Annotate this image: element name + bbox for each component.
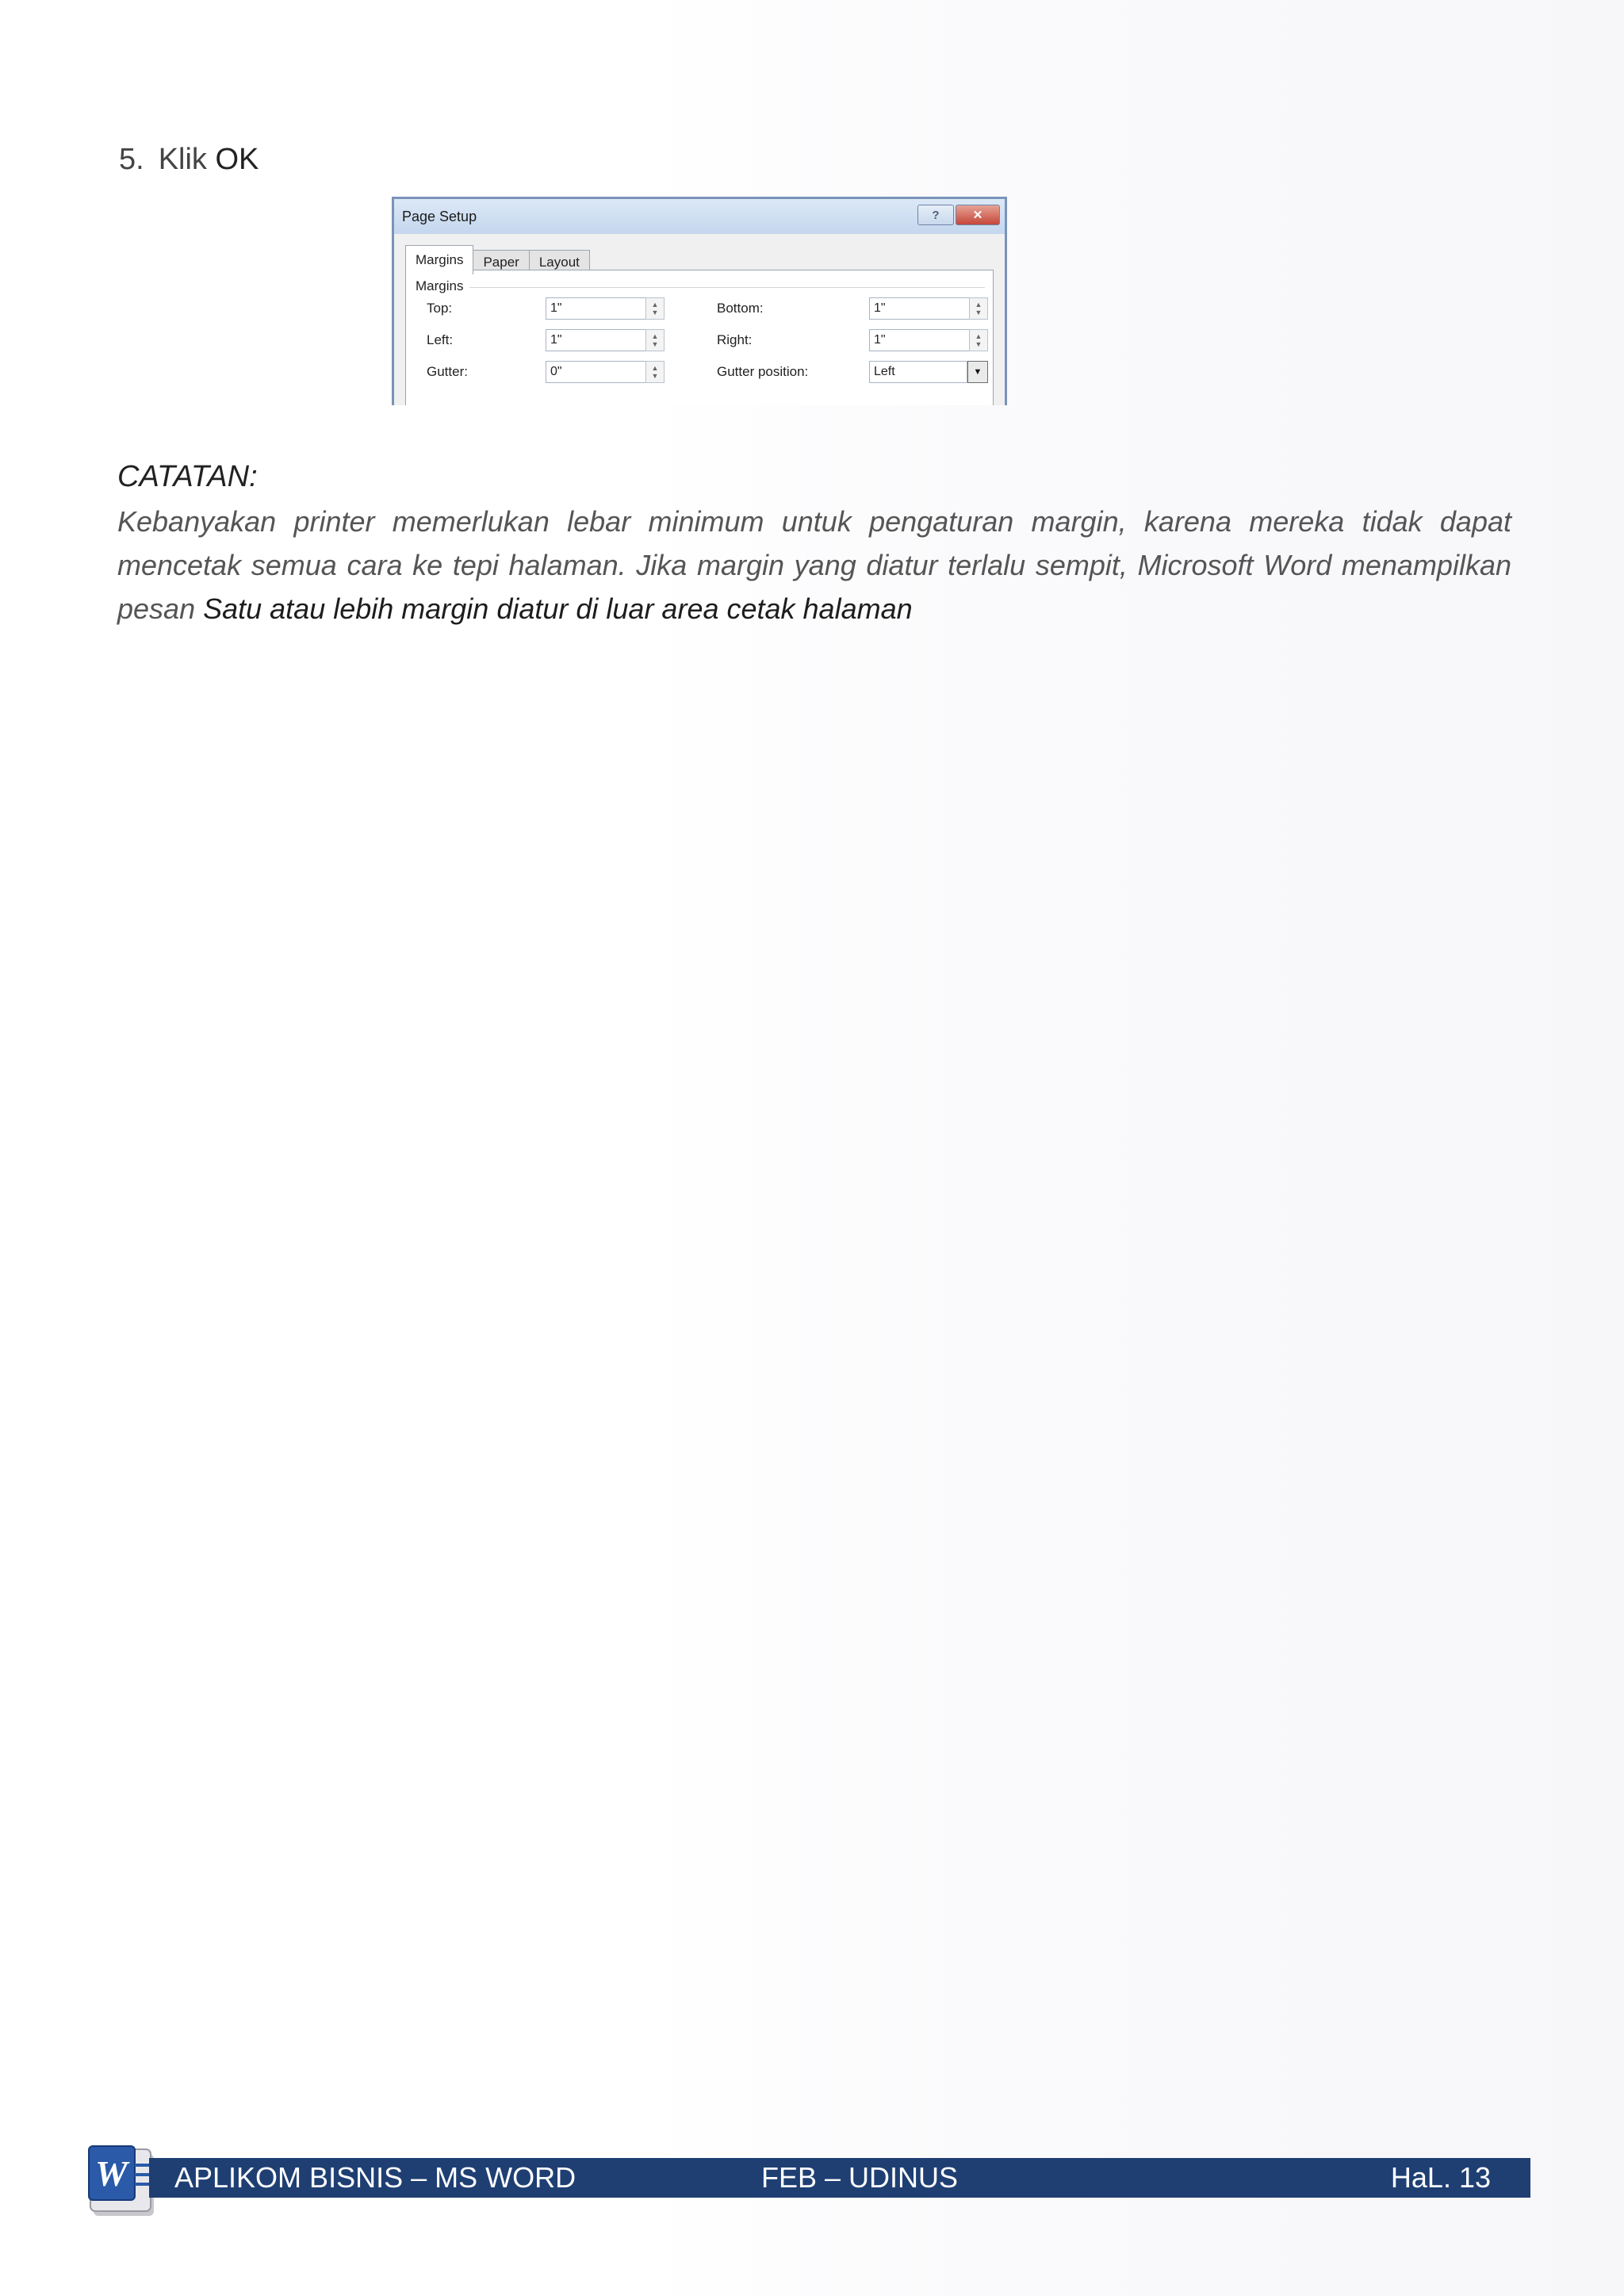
footer-institution: FEB – UDINUS bbox=[761, 2161, 959, 2194]
margins-panel bbox=[405, 270, 994, 405]
step-text: Klik bbox=[158, 143, 207, 176]
step-5 bbox=[119, 143, 259, 177]
bottom-margin-input[interactable]: 1" bbox=[869, 297, 988, 320]
spin-down-icon: ▼ bbox=[975, 309, 982, 316]
spin-down-icon: ▼ bbox=[651, 340, 659, 348]
spin-up-icon: ▲ bbox=[975, 301, 982, 309]
spin-up-icon: ▲ bbox=[975, 332, 982, 340]
page-setup-dialog-screenshot bbox=[392, 197, 1007, 405]
dialog-title: Page Setup bbox=[402, 208, 477, 224]
bottom-label: Bottom: bbox=[717, 301, 764, 316]
help-button[interactable]: ? bbox=[917, 205, 954, 225]
right-margin-input[interactable]: 1" bbox=[869, 329, 988, 351]
tab-layout[interactable]: Layout bbox=[529, 250, 590, 274]
spin-down-icon: ▼ bbox=[651, 309, 659, 316]
footer-page-number: HaL. 13 bbox=[1390, 2161, 1491, 2194]
note-text: Kebanyakan printer memerlukan lebar minimum untuk pengaturan margin, karena mereka tidak dapat mencetak semua cara ke tepi halaman. Jika margin yang diatur terlalu sempit, Microsoft Word menampilkan pesan bbox=[117, 505, 1511, 625]
margins-group-label: Margins bbox=[416, 278, 464, 293]
spin-up-icon: ▲ bbox=[651, 301, 659, 309]
gutter-spinner[interactable] bbox=[645, 361, 665, 383]
chevron-down-icon[interactable]: ▼ bbox=[967, 361, 988, 383]
spin-up-icon: ▲ bbox=[651, 364, 659, 372]
top-spinner[interactable] bbox=[645, 297, 665, 320]
left-label: Left: bbox=[427, 332, 454, 347]
top-margin-input[interactable]: 1" bbox=[546, 297, 665, 320]
step-ok-label: OK bbox=[215, 143, 259, 176]
svg-text:W: W bbox=[95, 2153, 128, 2194]
spin-up-icon: ▲ bbox=[651, 332, 659, 340]
left-spinner[interactable] bbox=[645, 329, 665, 351]
dialog-titlebar bbox=[394, 199, 1005, 234]
footer-course: APLIKOM BISNIS – MS WORD bbox=[174, 2161, 576, 2194]
note-title: CATATAN: bbox=[117, 460, 258, 493]
note-body bbox=[117, 500, 1511, 631]
gutter-position-select[interactable]: Left bbox=[869, 361, 967, 383]
group-divider bbox=[469, 287, 985, 288]
gutter-input[interactable]: 0" bbox=[546, 361, 665, 383]
note-emphasis: Satu atau lebih margin diatur di luar area cetak halaman bbox=[203, 592, 913, 625]
right-spinner[interactable] bbox=[969, 329, 988, 351]
spin-down-icon: ▼ bbox=[975, 340, 982, 348]
right-label: Right: bbox=[717, 332, 753, 347]
step-number: 5. bbox=[119, 143, 144, 176]
titlebar-buttons bbox=[917, 205, 1000, 225]
top-label: Top: bbox=[427, 301, 453, 316]
close-button[interactable]: ✕ bbox=[956, 205, 1000, 225]
tab-paper[interactable]: Paper bbox=[473, 250, 529, 274]
gutter-label: Gutter: bbox=[427, 364, 468, 379]
gutter-position-label: Gutter position: bbox=[717, 364, 809, 379]
left-margin-input[interactable]: 1" bbox=[546, 329, 665, 351]
footer-bar bbox=[149, 2158, 1530, 2198]
tab-margins[interactable]: Margins bbox=[405, 245, 473, 274]
bottom-spinner[interactable] bbox=[969, 297, 988, 320]
spin-down-icon: ▼ bbox=[651, 372, 659, 380]
